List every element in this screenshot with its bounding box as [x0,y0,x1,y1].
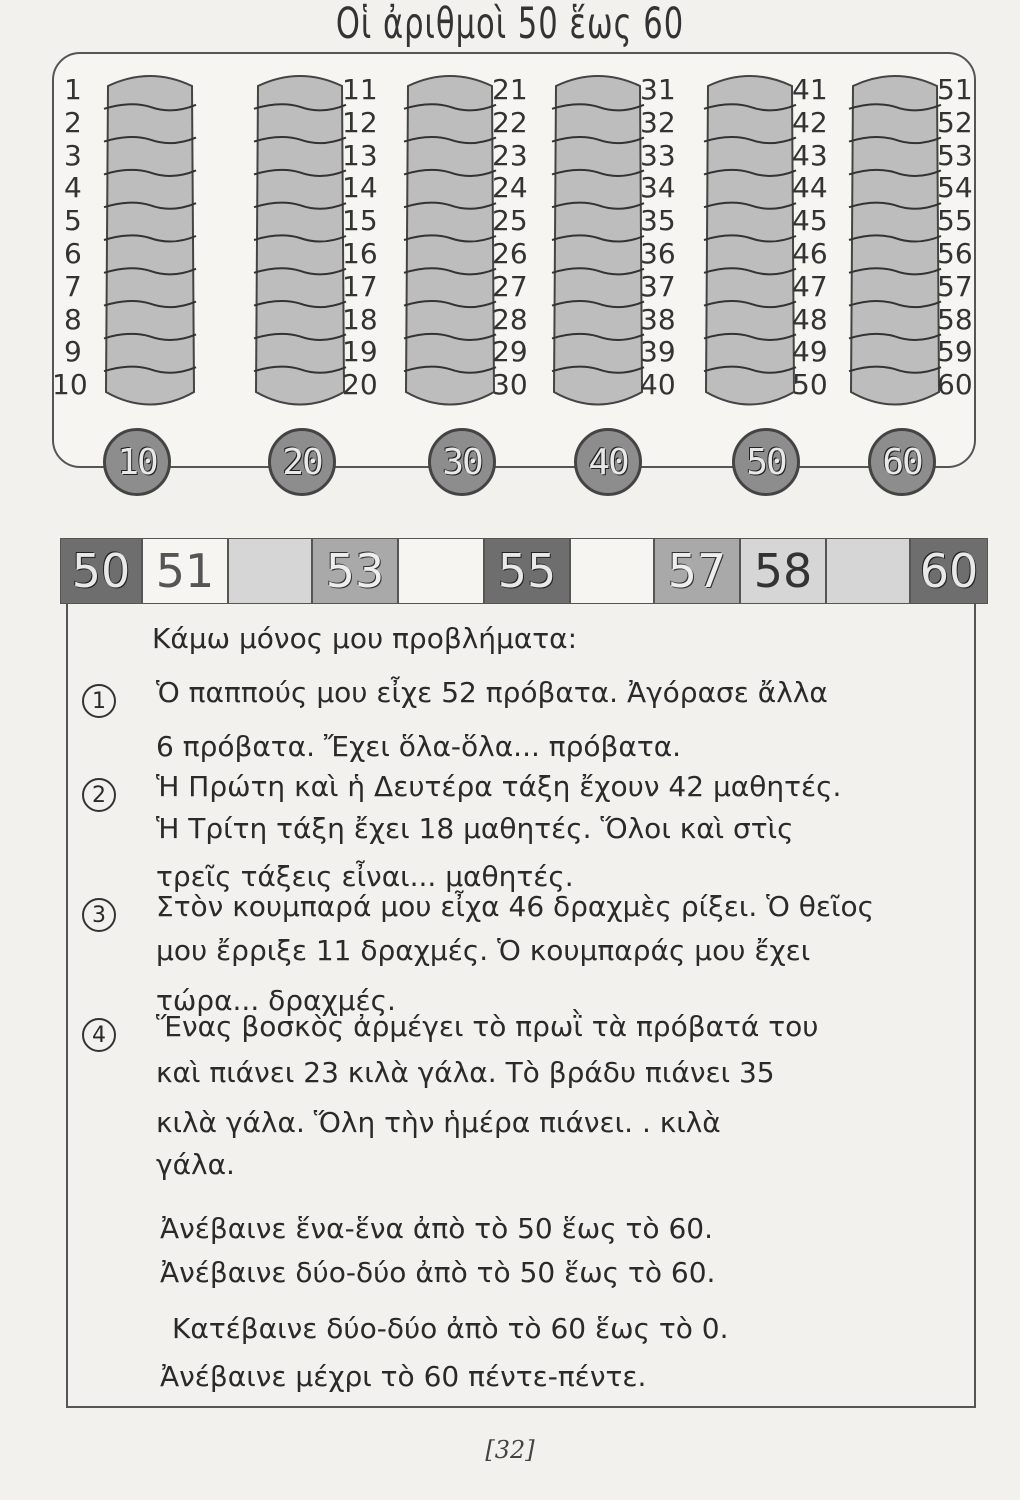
sack-number: 24 [492,171,528,205]
problem-line: Ἡ Τρίτη τάξη ἔχει 18 μαθητές. Ὅλοι καὶ στὶς [156,812,794,845]
problem-line: γάλα. [156,1148,235,1181]
coin-60: 60 [868,428,936,496]
coin-20: 20 [268,428,336,496]
sack-number: 15 [342,204,378,238]
sack-number: 19 [342,335,378,369]
problem-line: Ὁ παππούς μου εἶχε 52 πρόβατα. Ἀγόρασε ἄλλα [156,676,828,709]
strip-cell [228,538,312,604]
strip-cell [570,538,654,604]
sack-stack [845,72,945,422]
sack-number: 3 [64,138,82,172]
problem-line: μου ἔρριξε 11 δραχμές. Ὁ κουμπαράς μου ἔχει [156,934,811,967]
sack-number: 9 [64,335,82,369]
strip-cell: 53 [312,538,398,604]
sack-number: 51 [937,73,973,106]
sack-number: 22 [492,105,528,139]
strip-cell: 57 [654,538,740,604]
sack-number: 26 [492,237,528,270]
strip-cell: 60 [910,538,988,604]
sack-number: 28 [492,302,528,336]
sack-number: 12 [342,105,378,139]
sack-number: 14 [342,171,378,205]
sack-number: 44 [792,171,828,205]
problem-number-badge: 3 [82,898,116,932]
sack-number: 7 [64,269,82,303]
strip-cell: 55 [484,538,570,604]
page-title: Οἱ ἀριθμοὶ 50 ἕως 60 [335,0,685,49]
strip-cell [826,538,910,604]
strip-cell: 58 [740,538,826,604]
sack-number: 45 [792,204,828,238]
sack-number: 33 [640,138,676,172]
sack-number: 47 [792,269,828,303]
sack-number: 6 [64,237,82,270]
coin-50: 50 [732,428,800,496]
coin-30: 30 [428,428,496,496]
sack-number: 55 [937,204,973,238]
sack-number: 18 [342,302,378,336]
sack-number: 23 [492,138,528,172]
strip-cell [398,538,484,604]
exercise-line: Ἀνέβαινε δύο-δύο ἀπὸ τὸ 50 ἕως τὸ 60. [160,1256,716,1289]
page-number: [32] [485,1436,535,1464]
problem-number-badge: 2 [82,778,116,812]
sack-number: 37 [640,269,676,303]
problem-line: καὶ πιάνει 23 κιλὰ γάλα. Τὸ βράδυ πιάνει 35 [156,1056,775,1089]
sack-number: 52 [937,105,973,139]
sack-number: 38 [640,302,676,336]
sack-number: 1 [64,73,82,106]
problems-heading: Κάμω μόνος μου προβλήματα: [152,622,578,655]
sack-number: 39 [640,335,676,369]
problem-line: Στὸν κουμπαρά μου εἶχα 46 δραχμὲς ρίξει. Ὁ θεῖος [156,890,875,923]
problem-line: Ἕνας βοσκὸς ἀρμέγει τὸ πρωῒ τὰ πρόβατά του [156,1010,819,1043]
sack-number: 42 [792,105,828,139]
sack-number: 16 [342,237,378,270]
sack-number: 41 [792,73,828,106]
sack-number: 56 [937,237,973,270]
sack-number: 17 [342,269,378,303]
problem-line: κιλὰ γάλα. Ὅλη τὴν ἡμέρα πιάνει. . κιλὰ [156,1106,721,1139]
sack-number: 2 [64,105,82,139]
sack-number: 57 [937,269,973,303]
sack-number: 13 [342,138,378,172]
strip-cell: 51 [142,538,228,604]
problem-line: Ἡ Πρώτη καὶ ἡ Δευτέρα τάξη ἔχουν 42 μαθητές. [156,770,842,803]
sack-number: 4 [64,171,82,205]
problem-line: τρεῖς τάξεις εἶναι... μαθητές. [156,860,574,893]
sack-stack [100,72,200,422]
exercise-line: Ἀνέβαινε μέχρι τὸ 60 πέντε-πέντε. [160,1360,647,1393]
sack-number: 40 [640,368,676,402]
coin-10: 10 [103,428,171,496]
sack-number: 20 [342,368,378,402]
sack-number: 11 [342,73,378,106]
sack-number: 54 [937,171,973,205]
number-strip [60,538,978,604]
sack-number: 60 [937,368,973,402]
sack-number: 50 [792,368,828,402]
coin-40: 40 [574,428,642,496]
sack-number: 48 [792,302,828,336]
sack-number: 30 [492,368,528,402]
sack-number: 27 [492,269,528,303]
sack-number: 59 [937,335,973,369]
problem-line: 6 πρόβατα. Ἔχει ὅλα-ὅλα... πρόβατα. [156,730,682,763]
sack-stack [548,72,648,422]
sack-stack [700,72,800,422]
sack-number: 21 [492,73,528,106]
sack-stack [400,72,500,422]
sack-number: 8 [64,302,82,336]
sack-number: 36 [640,237,676,270]
sack-number: 25 [492,204,528,238]
sack-number: 34 [640,171,676,205]
sack-number: 35 [640,204,676,238]
problem-line: τώρα... δραχμές. [156,984,396,1017]
sack-number: 58 [937,302,973,336]
sack-number: 31 [640,73,676,106]
sack-number: 29 [492,335,528,369]
sack-number: 32 [640,105,676,139]
exercise-line: Κατέβαινε δύο-δύο ἀπὸ τὸ 60 ἕως τὸ 0. [172,1312,729,1345]
sack-number: 43 [792,138,828,172]
sack-number: 10 [52,368,88,402]
sack-number: 49 [792,335,828,369]
strip-cell: 50 [60,538,142,604]
sack-number: 46 [792,237,828,270]
sack-number: 5 [64,204,82,238]
sack-number: 53 [937,138,973,172]
problem-number-badge: 4 [82,1018,116,1052]
exercise-line: Ἀνέβαινε ἕνα-ἕνα ἀπὸ τὸ 50 ἕως τὸ 60. [160,1212,713,1245]
sack-stack [250,72,350,422]
problem-number-badge: 1 [82,684,116,718]
